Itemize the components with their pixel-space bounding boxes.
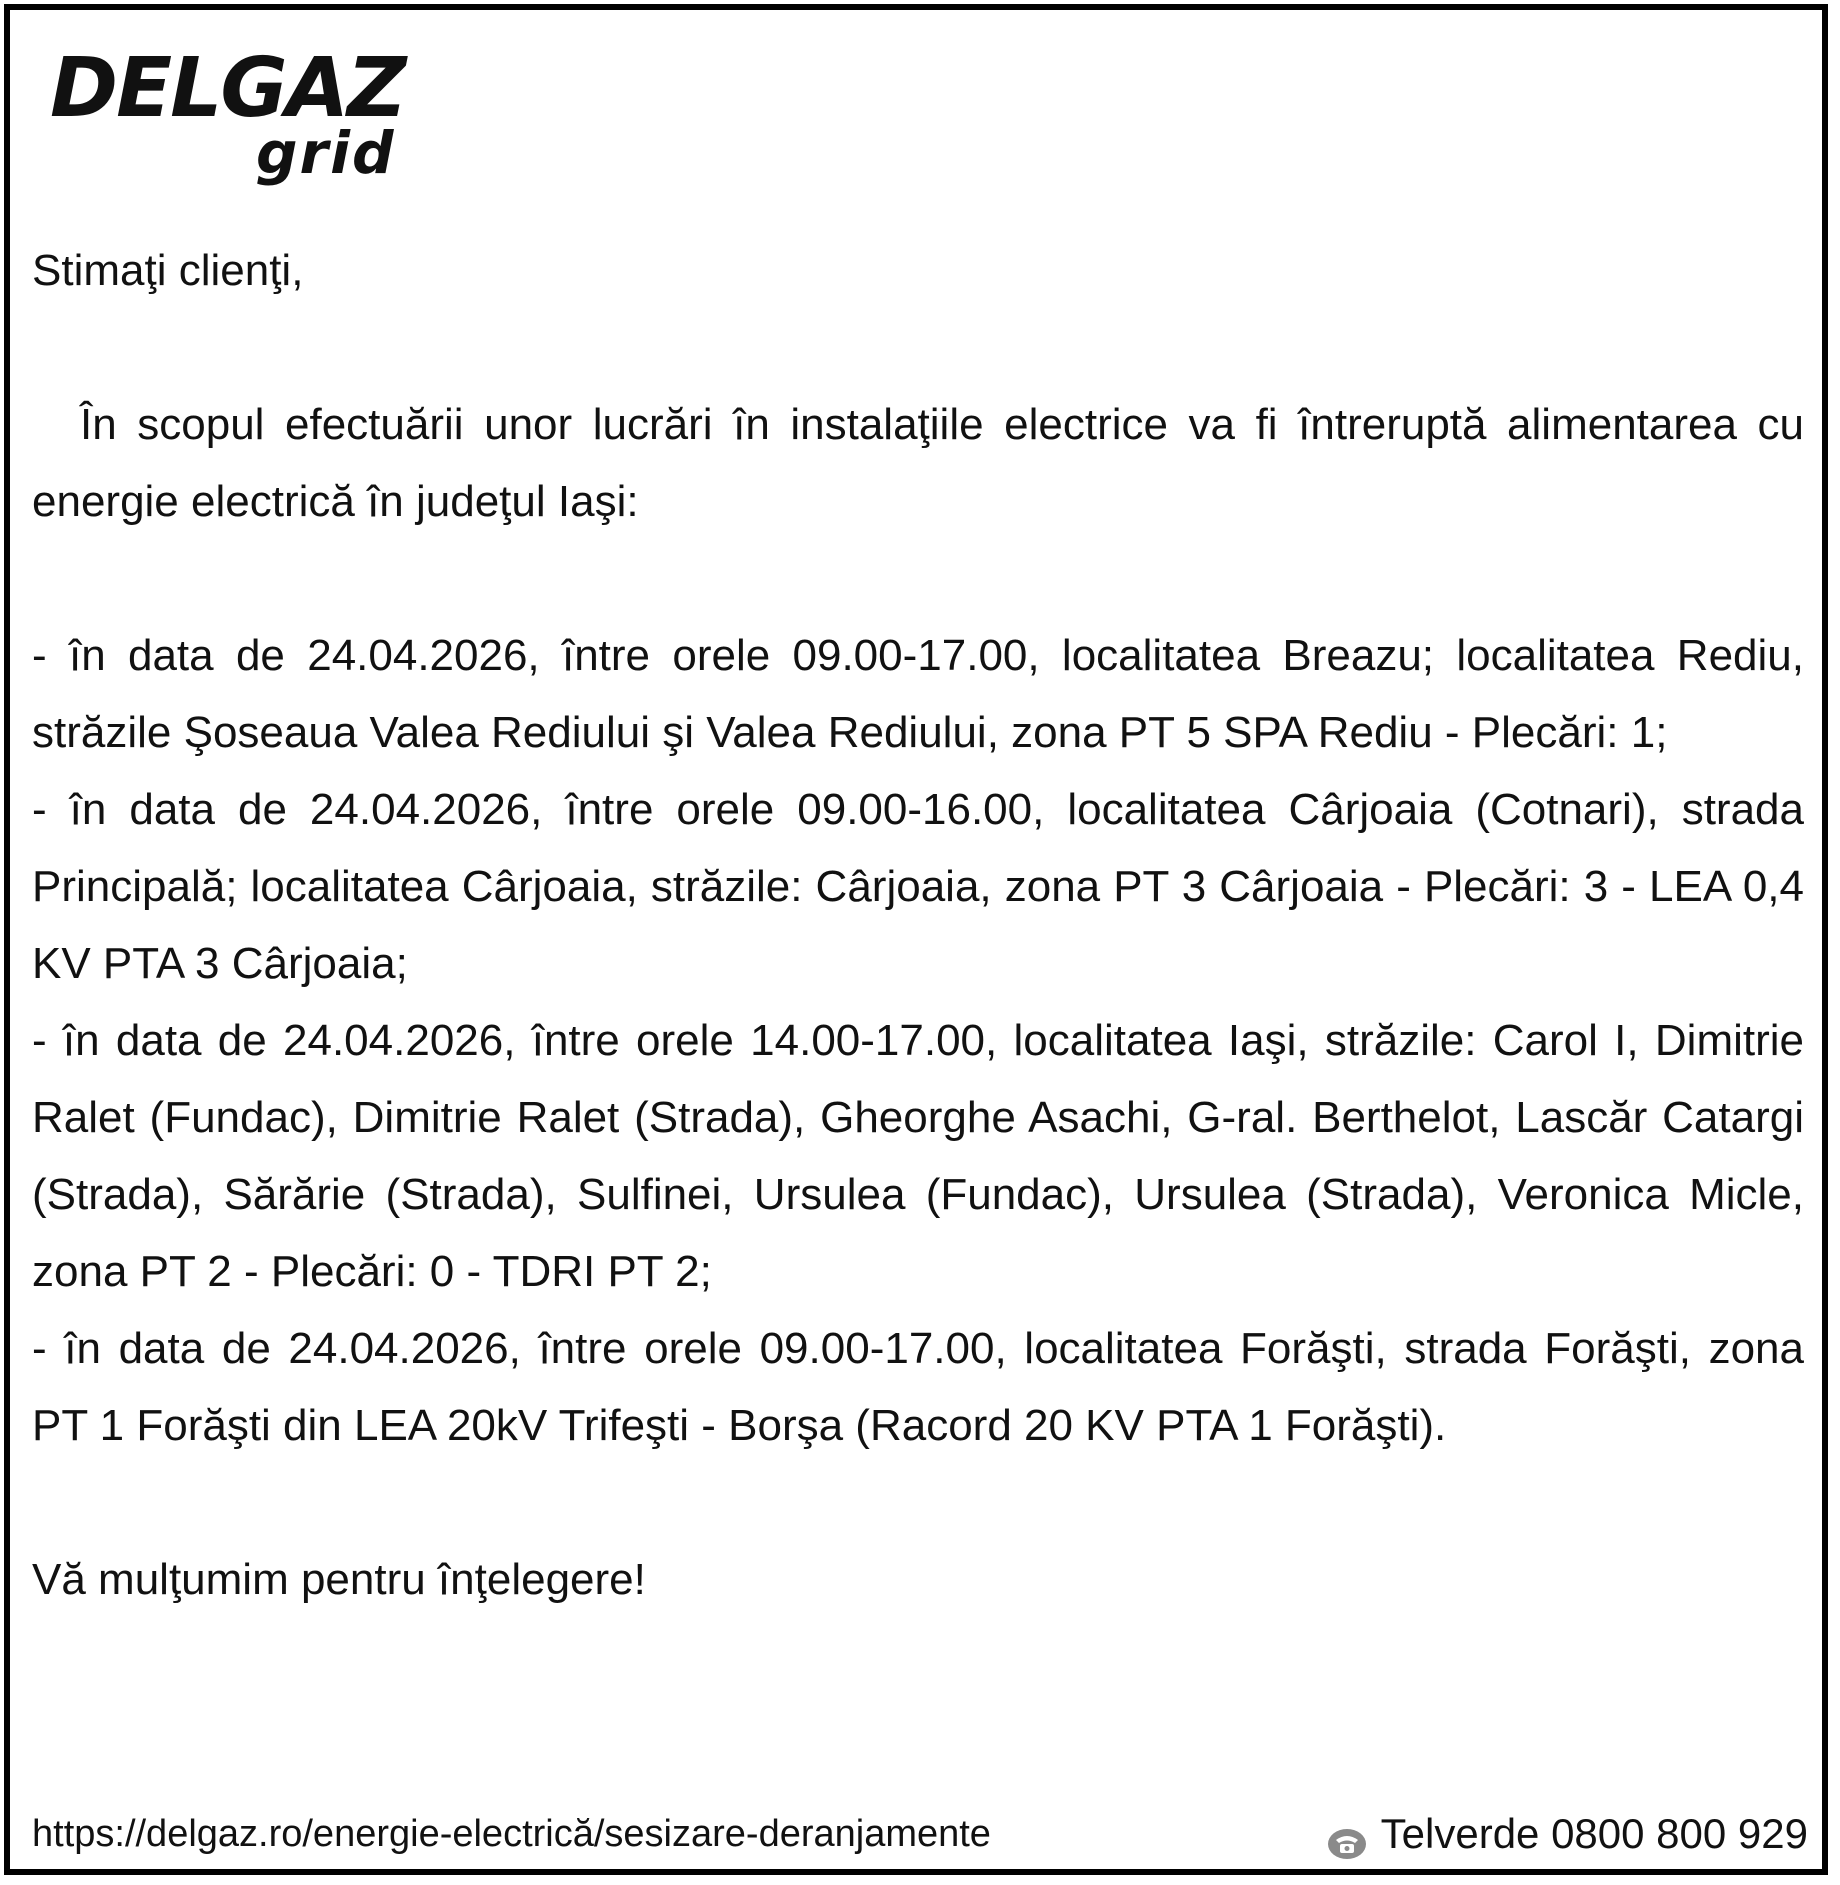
- outage-list: [32, 617, 1804, 1464]
- greeting: Stimaţi clienţi,: [32, 246, 304, 295]
- deranjamente-link[interactable]: https://delgaz.ro/energie-electrică/sesizare-deranjamente: [32, 1813, 991, 1855]
- phone-icon: [1327, 1818, 1367, 1850]
- notice-body: [32, 232, 1804, 1618]
- outage-item: - în data de 24.04.2026, între orele 14.00-17.00, localitatea Iaşi, străzile: Carol I, Dimitrie Ralet (Fundac), Dimitrie Ralet (Strada), Gheorghe Asachi, G-ral. Berthelot, Lascăr Catargi (Strada), Sărărie (Strada), Sulfinei, Ursulea (Fundac), Ursulea (Strada), Veronica Micle, zona PT 2 - Plecări: 0 - TDRI PT 2;: [32, 1016, 1804, 1296]
- logo-wordmark: DELGAZ: [50, 41, 405, 136]
- outage-item: - în data de 24.04.2026, între orele 09.00-17.00, localitatea Breazu; localitatea Rediu, străzile Şoseaua Valea Rediului şi Valea Rediului, zona PT 5 SPA Rediu - Plecări: 1;: [32, 631, 1804, 757]
- logo-subtitle: grid: [256, 119, 396, 187]
- intro-paragraph: În scopul efectuării unor lucrări în instalaţiile electrice va fi întreruptă alimentarea cu energie electrică în judeţul Iaşi:: [32, 400, 1804, 526]
- delgaz-grid-logo: [50, 41, 410, 188]
- hotline-number: Telverde 0800 800 929: [1380, 1810, 1808, 1857]
- hotline: [1327, 1806, 1808, 1862]
- outage-item: - în data de 24.04.2026, între orele 09.00-17.00, localitatea Forăşti, strada Forăşti, zona PT 1 Forăşti din LEA 20kV Trifeşti - Borşa (Racord 20 KV PTA 1 Forăşti).: [32, 1324, 1804, 1450]
- outage-item: - în data de 24.04.2026, între orele 09.00-16.00, localitatea Cârjoaia (Cotnari), strada Principală; localitatea Cârjoaia, străzile: Cârjoaia, zona PT 3 Cârjoaia - Plecări: 3 - LEA 0,4 KV PTA 3 Cârjoaia;: [32, 785, 1804, 988]
- footer: [32, 1806, 1808, 1862]
- closing-line: Vă mulţumim pentru înţelegere!: [32, 1555, 646, 1604]
